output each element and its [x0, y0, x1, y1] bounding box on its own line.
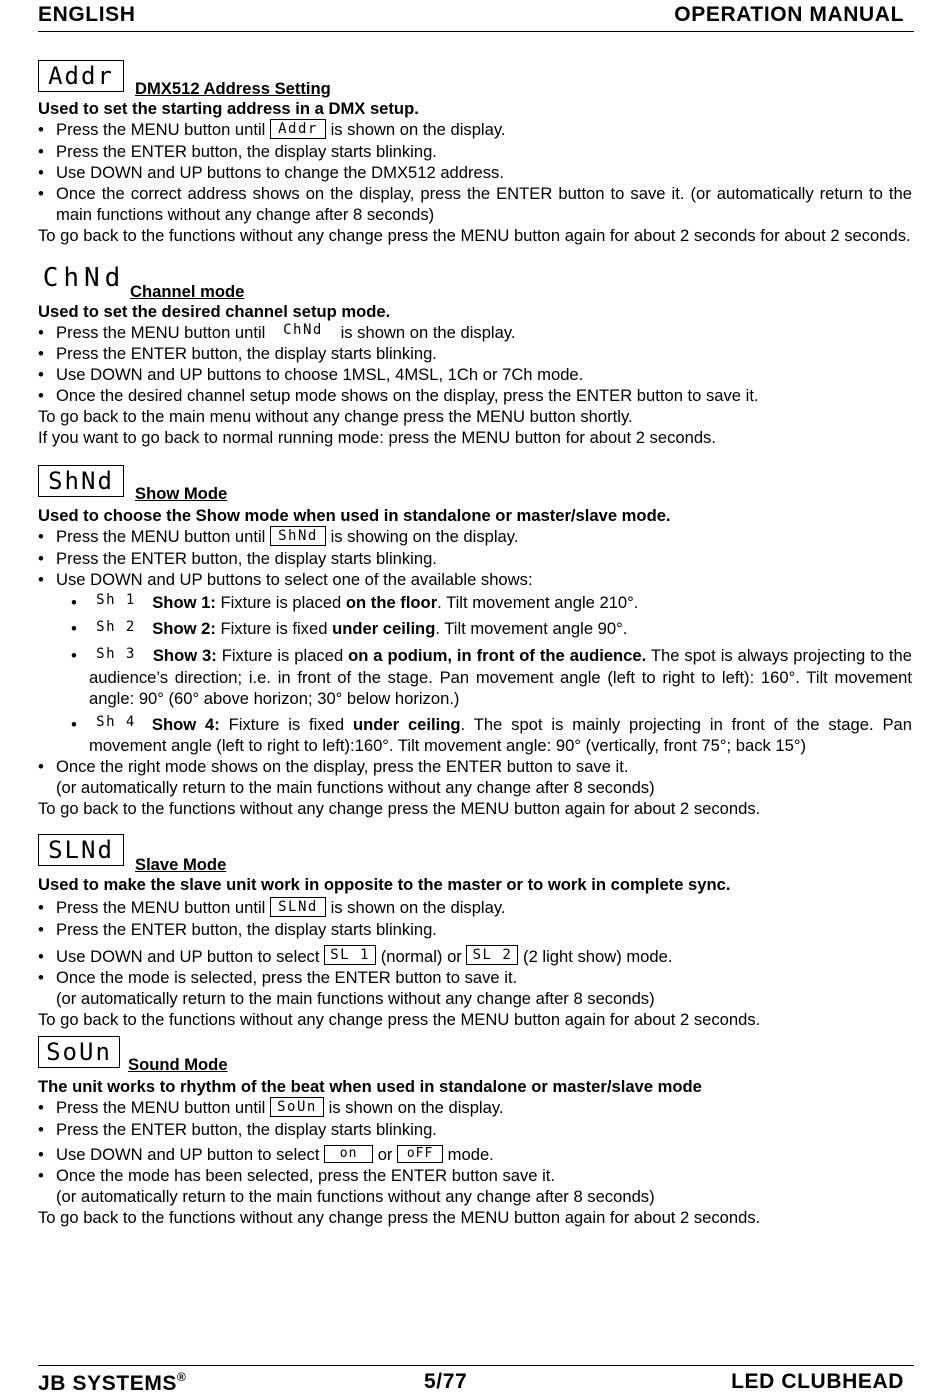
section-show-mode	[38, 465, 912, 819]
section-title-row	[38, 262, 912, 301]
lcd-soun-icon: SoUn	[270, 1097, 324, 1117]
step-list	[38, 119, 912, 225]
lcd-sh4-icon: Sh 4	[96, 714, 136, 731]
paragraph: To go back to the functions without any change press the MENU button again for about 2 seconds.	[38, 799, 761, 819]
step-list	[38, 756, 912, 777]
step-item: • Use DOWN and UP button to select on or oFF mode.	[38, 1144, 912, 1165]
section-title: Show Mode	[135, 484, 228, 504]
section-subtitle: Used to set the starting address in a DMX setup.	[38, 99, 419, 118]
step-item: • Use DOWN and UP buttons to choose 1MSL, 4MSL, 1Ch or 7Ch mode.	[38, 364, 912, 385]
step-item: • Press the MENU button until ChNd is shown on the display.	[38, 322, 912, 344]
show-list	[38, 592, 912, 756]
step-continuation: (or automatically return to the main functions without any change after 8 seconds)	[56, 1187, 655, 1207]
section-title-row	[38, 834, 912, 874]
step-item: • Press the MENU button until SLNd is shown on the display.	[38, 897, 912, 919]
section-sound-mode	[38, 1036, 912, 1228]
lcd-slnd-icon: SLNd	[270, 897, 326, 917]
page-header	[38, 0, 914, 32]
footer-product: LED CLUBHEAD	[731, 1370, 904, 1393]
manual-content	[38, 56, 912, 1228]
lcd-sl1-icon: SL 1	[324, 945, 376, 965]
page-footer	[38, 1365, 914, 1398]
step-item: • Press the MENU button until Addr is shown on the display.	[38, 119, 912, 141]
show-item-4: • Sh 4 Show 4: Fixture is fixed under ceiling. The spot is mainly projecting in front of the stage. Pan movement angle (left to right to left):160°. Tilt movement angle: 90° (vertically, front 75°; back 15°)	[38, 714, 912, 757]
step-continuation: (or automatically return to the main functions without any change after 8 seconds)	[56, 989, 655, 1009]
step-list	[38, 1097, 912, 1186]
step-item: • Press the ENTER button, the display starts blinking.	[38, 548, 912, 569]
section-subtitle: The unit works to rhythm of the beat when used in standalone or master/slave mode	[38, 1077, 702, 1097]
lcd-shnd-icon: ShNd	[270, 526, 326, 546]
section-title: Slave Mode	[135, 855, 227, 875]
step-item: • Use DOWN and UP buttons to change the DMX512 address.	[38, 162, 912, 183]
header-language: ENGLISH	[38, 3, 136, 26]
step-item: • Press the MENU button until SoUn is shown on the display.	[38, 1097, 912, 1119]
lcd-chnd-icon: ChNd	[42, 262, 126, 293]
lcd-off-icon: oFF	[397, 1145, 443, 1163]
section-slave-mode	[38, 834, 912, 1030]
step-item: • Once the mode has been selected, press the ENTER button save it.	[38, 1165, 912, 1186]
lcd-sh3-icon: Sh 3	[96, 645, 136, 662]
lcd-sl2-icon: SL 2	[466, 945, 518, 965]
section-subtitle: Used to choose the Show mode when used in standalone or master/slave mode.	[38, 506, 671, 526]
lcd-slnd-icon: SLNd	[38, 834, 124, 866]
step-item: • Use DOWN and UP buttons to select one of the available shows:	[38, 569, 912, 590]
page-number: 5/77	[424, 1370, 468, 1393]
section-subtitle: Used to make the slave unit work in opposite to the master or to work in complete sync.	[38, 875, 731, 895]
lcd-sh1-icon: Sh 1	[96, 592, 136, 609]
section-title-row	[38, 465, 912, 503]
step-item: • Press the ENTER button, the display starts blinking.	[38, 919, 912, 940]
lcd-chnd-icon: ChNd	[283, 322, 323, 339]
lcd-sh2-icon: Sh 2	[96, 619, 136, 636]
paragraph: If you want to go back to normal running mode: press the MENU button for about 2 seconds.	[38, 428, 716, 448]
paragraph: To go back to the functions without any change press the MENU button again for about 2 seconds.	[38, 1010, 761, 1030]
lcd-on-icon: on	[324, 1145, 373, 1163]
section-address	[38, 60, 912, 246]
paragraph: To go back to the main menu without any change press the MENU button shortly.	[38, 407, 633, 427]
step-item: • Once the desired channel setup mode shows on the display, press the ENTER button to save it.	[38, 385, 912, 406]
step-item: • Once the right mode shows on the display, press the ENTER button to save it.	[38, 756, 912, 777]
step-list	[38, 526, 912, 590]
lcd-shnd-icon: ShNd	[38, 465, 124, 497]
lcd-addr-icon: Addr	[270, 119, 326, 139]
step-list	[38, 322, 912, 407]
lcd-soun-icon: SoUn	[38, 1036, 120, 1068]
step-list	[38, 897, 912, 988]
show-item-2: • Sh 2 Show 2: Fixture is fixed under ceiling. Tilt movement angle 90°.	[38, 618, 912, 640]
step-item: • Press the ENTER button, the display starts blinking.	[38, 141, 912, 162]
show-item-3: • Sh 3 Show 3: Fixture is placed on a podium, in front of the audience. The spot is always projecting to the audience’s direction; i.e. in front of the stage. Pan movement angle (left to right to left): 160°. Tilt movement angle: 90° (60° above horizon; 30° below horizon.)	[38, 645, 912, 709]
lcd-addr-icon: Addr	[38, 60, 124, 92]
step-item: • Once the mode is selected, press the ENTER button to save it.	[38, 967, 912, 988]
show-item-1: • Sh 1 Show 1: Fixture is placed on the floor. Tilt movement angle 210°.	[38, 592, 912, 614]
step-item: • Press the ENTER button, the display starts blinking.	[38, 343, 912, 364]
section-subtitle: Used to set the desired channel setup mode.	[38, 301, 391, 321]
section-title-row	[38, 60, 912, 98]
section-title: Sound Mode	[128, 1055, 228, 1075]
footer-brand: JB SYSTEMS®	[38, 1370, 187, 1395]
paragraph: To go back to the functions without any change press the MENU button again for about 2 seconds.	[38, 1208, 761, 1228]
section-title: Channel mode	[130, 281, 245, 301]
section-title: DMX512 Address Setting	[135, 79, 331, 98]
section-title-row	[38, 1036, 912, 1074]
step-continuation: (or automatically return to the main functions without any change after 8 seconds)	[56, 778, 655, 798]
header-doc-title: OPERATION MANUAL	[674, 3, 904, 26]
section-channel-mode	[38, 262, 912, 449]
step-item: • Press the ENTER button, the display starts blinking.	[38, 1119, 912, 1140]
step-item: • Once the correct address shows on the display, press the ENTER button to save it. (or automatically return to the main functions without any change after 8 seconds)	[38, 183, 912, 225]
step-item: • Press the MENU button until ShNd is showing on the display.	[38, 526, 912, 548]
paragraph: To go back to the functions without any change press the MENU button again for about 2 seconds for about 2 seconds.	[38, 225, 911, 245]
registered-mark: ®	[177, 1370, 187, 1384]
step-item: • Use DOWN and UP button to select SL 1 (normal) or SL 2 (2 light show) mode.	[38, 946, 912, 968]
